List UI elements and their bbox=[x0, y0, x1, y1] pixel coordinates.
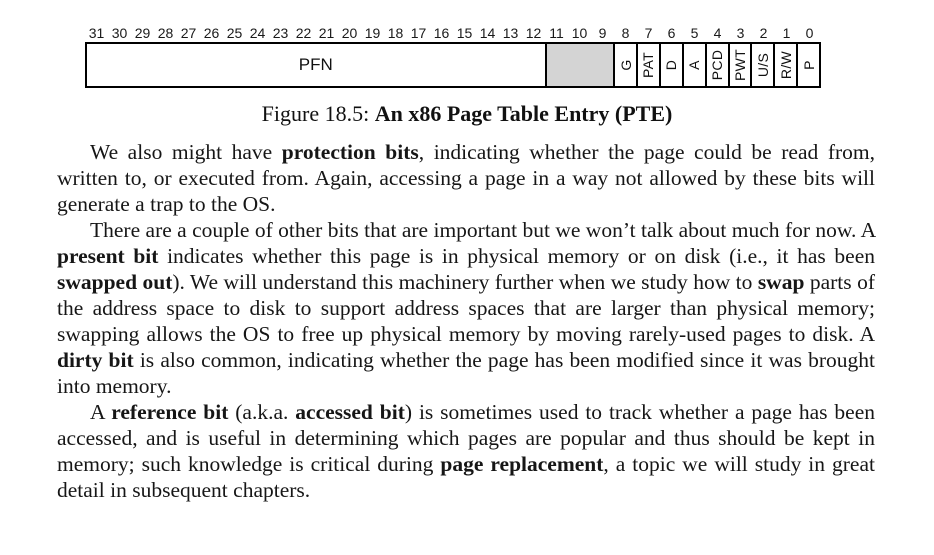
bit-number: 23 bbox=[272, 25, 289, 41]
bold-term: page replacement bbox=[440, 452, 604, 476]
bit-number: 16 bbox=[433, 25, 450, 41]
bit-number: 11 bbox=[549, 25, 564, 41]
pte-field-pat bbox=[636, 44, 659, 86]
text-run: A bbox=[90, 400, 112, 424]
bold-term: protection bits bbox=[281, 140, 419, 164]
bit-number: 14 bbox=[479, 25, 496, 41]
bit-number: 10 bbox=[571, 25, 588, 41]
text-run: parts of the address space to disk to support address spaces that are larger than physical memory; swapping allows the OS to free up physical memory by moving rarely-used pages to disk. A bbox=[57, 270, 875, 346]
bit-number: 7 bbox=[644, 25, 653, 41]
pte-field-label: G bbox=[617, 59, 634, 71]
pte-figure bbox=[85, 24, 821, 88]
bit-number: 24 bbox=[249, 25, 266, 41]
pte-field-reserved bbox=[545, 44, 614, 86]
pte-field-label: A bbox=[686, 60, 703, 70]
bold-term: swapped out bbox=[57, 270, 173, 294]
bit-number: 30 bbox=[111, 25, 128, 41]
pte-field-p bbox=[796, 44, 819, 86]
bit-number: 31 bbox=[88, 25, 105, 41]
text-run: ). We will understand this machinery further when we study how to bbox=[172, 270, 758, 294]
pte-field-label: R/W bbox=[777, 50, 794, 80]
paragraph bbox=[57, 217, 875, 399]
pte-field-u-s bbox=[750, 44, 773, 86]
pte-field-pwt bbox=[728, 44, 751, 86]
bold-term: dirty bit bbox=[57, 348, 134, 372]
pte-field-label: U/S bbox=[754, 52, 771, 78]
body-text bbox=[57, 139, 875, 503]
pte-field-pfn: PFN bbox=[298, 55, 333, 74]
text-run: There are a couple of other bits that are important but we won’t talk about much for now. A bbox=[90, 218, 875, 242]
bit-number-row bbox=[85, 24, 821, 42]
text-run: , a topic we will study in great detail in subsequent chapters. bbox=[57, 452, 875, 502]
text-run: is also common, indicating whether the page has been modified since it was brought into memory. bbox=[57, 348, 875, 398]
bold-term: swap bbox=[757, 270, 805, 294]
bit-number: 3 bbox=[736, 25, 745, 41]
bit-number: 28 bbox=[157, 25, 174, 41]
bit-number: 26 bbox=[203, 25, 220, 41]
bit-number: 25 bbox=[226, 25, 243, 41]
bit-number: 19 bbox=[364, 25, 381, 41]
text-run: (a.k.a. bbox=[228, 400, 296, 424]
paragraph bbox=[57, 399, 875, 503]
bold-term: reference bit bbox=[111, 400, 229, 424]
pte-field-label: PCD bbox=[709, 49, 726, 81]
pte-field-d bbox=[659, 44, 682, 86]
figure-caption-prefix: Figure 18.5: bbox=[261, 101, 375, 126]
text-run: , indicating whether the page could be read from, written to, or executed from. Again, accessing a page in a way not allowed by these bits will generate a trap to the OS. bbox=[57, 140, 875, 216]
bit-number: 20 bbox=[341, 25, 358, 41]
pte-field-g bbox=[613, 44, 636, 86]
bit-number: 18 bbox=[387, 25, 404, 41]
bold-term: accessed bit bbox=[295, 400, 405, 424]
bit-number: 5 bbox=[690, 25, 699, 41]
bit-number: 1 bbox=[782, 25, 791, 41]
text-run: ) is sometimes used to track whether a page has been accessed, and is useful in determining which pages are popular and thus should be kept in memory; such knowledge is critical during bbox=[57, 400, 876, 476]
bit-number: 0 bbox=[805, 25, 814, 41]
figure-caption bbox=[0, 101, 934, 127]
text-run: indicates whether this page is in physical memory or on disk (i.e., it has been bbox=[158, 244, 875, 268]
bit-number: 2 bbox=[759, 25, 768, 41]
pte-field-r-w bbox=[773, 44, 796, 86]
pte-field-label: P bbox=[800, 60, 817, 70]
pte-bit-diagram bbox=[85, 42, 821, 88]
paragraph bbox=[57, 139, 875, 217]
bit-number: 15 bbox=[456, 25, 473, 41]
bit-number: 29 bbox=[134, 25, 151, 41]
pte-field-label: PAT bbox=[640, 51, 657, 79]
bit-number: 12 bbox=[525, 25, 542, 41]
bit-number: 21 bbox=[318, 25, 335, 41]
figure-caption-title: An x86 Page Table Entry (PTE) bbox=[374, 101, 673, 126]
bit-number: 4 bbox=[713, 25, 722, 41]
bold-term: present bit bbox=[57, 244, 159, 268]
pte-field-label: PWT bbox=[731, 48, 748, 82]
bit-number: 13 bbox=[502, 25, 519, 41]
pte-field-a bbox=[682, 44, 705, 86]
bit-number: 6 bbox=[667, 25, 676, 41]
pte-field-pcd bbox=[705, 44, 728, 86]
bit-number: 17 bbox=[410, 25, 427, 41]
bit-number: 27 bbox=[180, 25, 197, 41]
bit-number: 8 bbox=[621, 25, 630, 41]
text-run: We also might have bbox=[90, 140, 282, 164]
pte-field-label: D bbox=[663, 59, 680, 71]
bit-number: 22 bbox=[295, 25, 312, 41]
bit-number: 9 bbox=[598, 25, 607, 41]
